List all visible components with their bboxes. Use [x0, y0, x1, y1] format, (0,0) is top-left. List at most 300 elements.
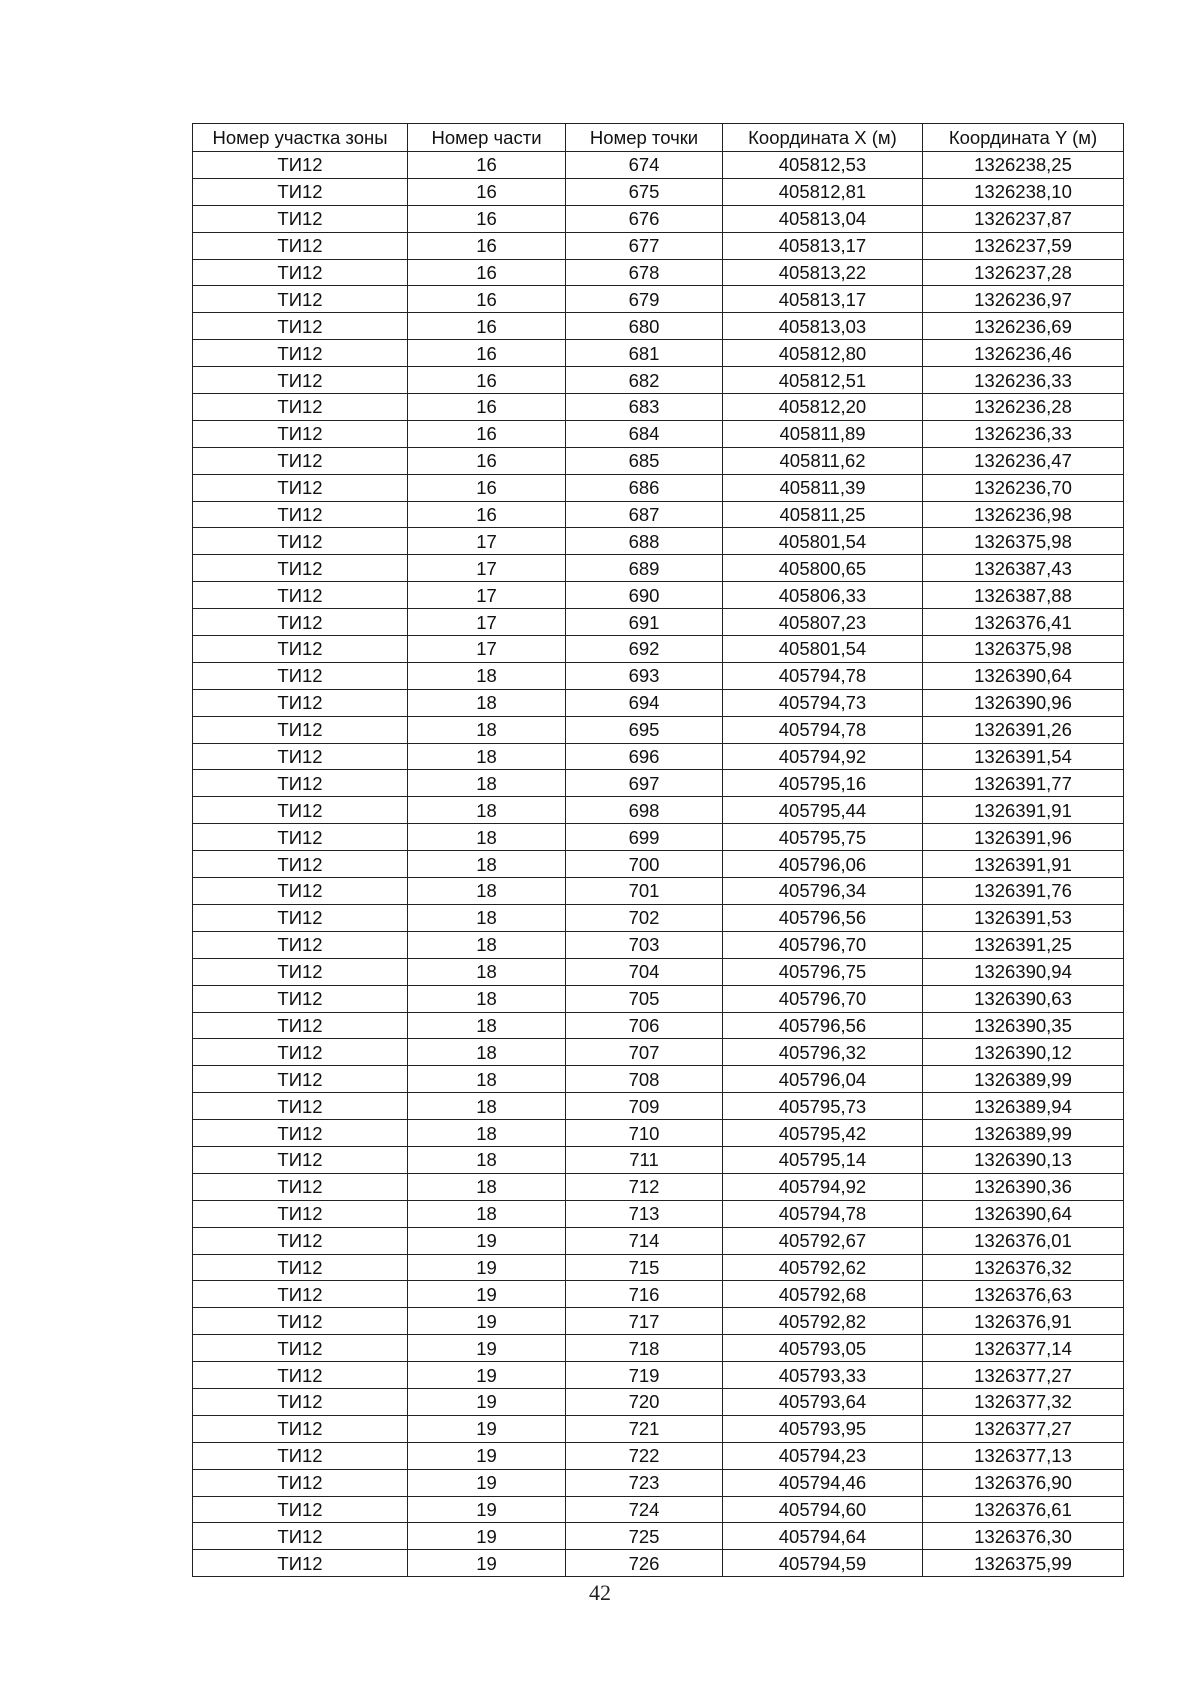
- cell-point-number: 715: [566, 1254, 723, 1281]
- cell-coordinate-x: 405796,56: [723, 904, 923, 931]
- cell-coordinate-x: 405794,60: [723, 1496, 923, 1523]
- cell-zone-section: ТИ12: [193, 716, 408, 743]
- cell-coordinate-x: 405794,78: [723, 716, 923, 743]
- cell-point-number: 708: [566, 1066, 723, 1093]
- header-part-number: Номер части: [408, 124, 566, 152]
- cell-part-number: 17: [408, 636, 566, 663]
- cell-coordinate-y: 1326391,53: [923, 904, 1124, 931]
- cell-part-number: 16: [408, 367, 566, 394]
- cell-zone-section: ТИ12: [193, 340, 408, 367]
- cell-coordinate-x: 405795,75: [723, 824, 923, 851]
- cell-part-number: 19: [408, 1523, 566, 1550]
- cell-zone-section: ТИ12: [193, 1496, 408, 1523]
- cell-coordinate-y: 1326390,63: [923, 985, 1124, 1012]
- cell-coordinate-x: 405812,53: [723, 152, 923, 179]
- table-row: [193, 662, 1124, 689]
- cell-coordinate-y: 1326387,43: [923, 555, 1124, 582]
- cell-zone-section: ТИ12: [193, 1039, 408, 1066]
- cell-coordinate-x: 405794,46: [723, 1469, 923, 1496]
- cell-coordinate-y: 1326377,27: [923, 1362, 1124, 1389]
- cell-zone-section: ТИ12: [193, 420, 408, 447]
- cell-part-number: 18: [408, 1093, 566, 1120]
- cell-coordinate-x: 405796,75: [723, 958, 923, 985]
- cell-zone-section: ТИ12: [193, 152, 408, 179]
- cell-coordinate-x: 405794,78: [723, 662, 923, 689]
- table-row: [193, 1308, 1124, 1335]
- table-row: [193, 582, 1124, 609]
- cell-part-number: 18: [408, 878, 566, 905]
- cell-coordinate-y: 1326390,96: [923, 689, 1124, 716]
- cell-part-number: 18: [408, 931, 566, 958]
- cell-coordinate-y: 1326389,94: [923, 1093, 1124, 1120]
- table-body: [193, 152, 1124, 1577]
- cell-coordinate-y: 1326390,64: [923, 662, 1124, 689]
- cell-point-number: 702: [566, 904, 723, 931]
- cell-coordinate-y: 1326238,10: [923, 178, 1124, 205]
- cell-coordinate-x: 405813,17: [723, 232, 923, 259]
- table-row: [193, 1550, 1124, 1577]
- cell-zone-section: ТИ12: [193, 232, 408, 259]
- cell-coordinate-x: 405812,81: [723, 178, 923, 205]
- table-row: [193, 1066, 1124, 1093]
- cell-zone-section: ТИ12: [193, 205, 408, 232]
- cell-coordinate-y: 1326377,27: [923, 1415, 1124, 1442]
- table-row: [193, 1388, 1124, 1415]
- cell-zone-section: ТИ12: [193, 609, 408, 636]
- cell-coordinate-x: 405794,23: [723, 1442, 923, 1469]
- cell-point-number: 710: [566, 1120, 723, 1147]
- cell-point-number: 701: [566, 878, 723, 905]
- table-row: [193, 770, 1124, 797]
- cell-point-number: 697: [566, 770, 723, 797]
- cell-point-number: 690: [566, 582, 723, 609]
- cell-zone-section: ТИ12: [193, 662, 408, 689]
- cell-zone-section: ТИ12: [193, 1335, 408, 1362]
- cell-part-number: 18: [408, 958, 566, 985]
- cell-zone-section: ТИ12: [193, 1469, 408, 1496]
- cell-part-number: 16: [408, 313, 566, 340]
- cell-coordinate-x: 405794,59: [723, 1550, 923, 1577]
- cell-zone-section: ТИ12: [193, 528, 408, 555]
- cell-part-number: 16: [408, 420, 566, 447]
- table-row: [193, 1200, 1124, 1227]
- cell-zone-section: ТИ12: [193, 743, 408, 770]
- cell-point-number: 689: [566, 555, 723, 582]
- cell-point-number: 680: [566, 313, 723, 340]
- table-row: [193, 205, 1124, 232]
- cell-zone-section: ТИ12: [193, 1362, 408, 1389]
- cell-part-number: 19: [408, 1254, 566, 1281]
- table-row: [193, 232, 1124, 259]
- cell-coordinate-y: 1326236,97: [923, 286, 1124, 313]
- cell-coordinate-x: 405812,20: [723, 394, 923, 421]
- cell-part-number: 19: [408, 1227, 566, 1254]
- table-row: [193, 824, 1124, 851]
- table-row: [193, 555, 1124, 582]
- table-row: [193, 1146, 1124, 1173]
- cell-part-number: 19: [408, 1362, 566, 1389]
- cell-part-number: 16: [408, 447, 566, 474]
- cell-point-number: 675: [566, 178, 723, 205]
- cell-point-number: 720: [566, 1388, 723, 1415]
- table-row: [193, 1442, 1124, 1469]
- cell-part-number: 19: [408, 1550, 566, 1577]
- cell-coordinate-x: 405812,51: [723, 367, 923, 394]
- cell-coordinate-x: 405813,03: [723, 313, 923, 340]
- cell-point-number: 678: [566, 259, 723, 286]
- cell-zone-section: ТИ12: [193, 178, 408, 205]
- cell-coordinate-y: 1326376,41: [923, 609, 1124, 636]
- table-row: [193, 1093, 1124, 1120]
- cell-zone-section: ТИ12: [193, 636, 408, 663]
- cell-zone-section: ТИ12: [193, 1442, 408, 1469]
- cell-coordinate-x: 405795,16: [723, 770, 923, 797]
- cell-part-number: 19: [408, 1469, 566, 1496]
- cell-coordinate-y: 1326236,47: [923, 447, 1124, 474]
- cell-point-number: 704: [566, 958, 723, 985]
- table-row: [193, 394, 1124, 421]
- table-row: [193, 1227, 1124, 1254]
- table-row: [193, 1523, 1124, 1550]
- cell-coordinate-y: 1326390,64: [923, 1200, 1124, 1227]
- table-row: [193, 716, 1124, 743]
- cell-zone-section: ТИ12: [193, 824, 408, 851]
- cell-point-number: 684: [566, 420, 723, 447]
- table-row: [193, 313, 1124, 340]
- cell-point-number: 694: [566, 689, 723, 716]
- cell-point-number: 709: [566, 1093, 723, 1120]
- cell-zone-section: ТИ12: [193, 1012, 408, 1039]
- cell-coordinate-x: 405795,14: [723, 1146, 923, 1173]
- cell-part-number: 18: [408, 662, 566, 689]
- table-row: [193, 904, 1124, 931]
- cell-coordinate-y: 1326389,99: [923, 1066, 1124, 1093]
- cell-coordinate-y: 1326236,33: [923, 367, 1124, 394]
- cell-part-number: 19: [408, 1281, 566, 1308]
- cell-part-number: 16: [408, 178, 566, 205]
- cell-coordinate-y: 1326377,14: [923, 1335, 1124, 1362]
- table-row: [193, 152, 1124, 179]
- cell-coordinate-y: 1326236,69: [923, 313, 1124, 340]
- cell-coordinate-x: 405793,05: [723, 1335, 923, 1362]
- cell-zone-section: ТИ12: [193, 1281, 408, 1308]
- cell-coordinate-x: 405793,64: [723, 1388, 923, 1415]
- cell-zone-section: ТИ12: [193, 1523, 408, 1550]
- cell-part-number: 17: [408, 555, 566, 582]
- cell-zone-section: ТИ12: [193, 313, 408, 340]
- cell-coordinate-y: 1326237,87: [923, 205, 1124, 232]
- cell-point-number: 707: [566, 1039, 723, 1066]
- cell-zone-section: ТИ12: [193, 1120, 408, 1147]
- cell-coordinate-x: 405796,34: [723, 878, 923, 905]
- cell-part-number: 16: [408, 259, 566, 286]
- cell-coordinate-x: 405796,06: [723, 851, 923, 878]
- cell-coordinate-y: 1326391,96: [923, 824, 1124, 851]
- cell-coordinate-y: 1326391,77: [923, 770, 1124, 797]
- cell-coordinate-x: 405813,17: [723, 286, 923, 313]
- cell-coordinate-x: 405796,70: [723, 931, 923, 958]
- cell-point-number: 688: [566, 528, 723, 555]
- cell-coordinate-x: 405801,54: [723, 528, 923, 555]
- cell-part-number: 19: [408, 1442, 566, 1469]
- table-row: [193, 1469, 1124, 1496]
- cell-part-number: 18: [408, 1173, 566, 1200]
- cell-part-number: 16: [408, 501, 566, 528]
- cell-coordinate-y: 1326376,32: [923, 1254, 1124, 1281]
- table-row: [193, 178, 1124, 205]
- table-row: [193, 1335, 1124, 1362]
- cell-coordinate-y: 1326236,70: [923, 474, 1124, 501]
- cell-point-number: 685: [566, 447, 723, 474]
- cell-point-number: 695: [566, 716, 723, 743]
- header-coordinate-y: Координата Y (м): [923, 124, 1124, 152]
- cell-point-number: 700: [566, 851, 723, 878]
- cell-point-number: 674: [566, 152, 723, 179]
- cell-coordinate-y: 1326375,98: [923, 528, 1124, 555]
- cell-point-number: 722: [566, 1442, 723, 1469]
- table-row: [193, 501, 1124, 528]
- cell-point-number: 677: [566, 232, 723, 259]
- table-row: [193, 367, 1124, 394]
- cell-part-number: 17: [408, 609, 566, 636]
- cell-zone-section: ТИ12: [193, 851, 408, 878]
- cell-coordinate-y: 1326377,13: [923, 1442, 1124, 1469]
- cell-point-number: 682: [566, 367, 723, 394]
- table-row: [193, 447, 1124, 474]
- table-row: [193, 1254, 1124, 1281]
- cell-coordinate-x: 405796,70: [723, 985, 923, 1012]
- cell-point-number: 699: [566, 824, 723, 851]
- coordinates-table: [192, 123, 1124, 1577]
- cell-zone-section: ТИ12: [193, 367, 408, 394]
- cell-coordinate-y: 1326391,26: [923, 716, 1124, 743]
- table-row: [193, 1039, 1124, 1066]
- cell-coordinate-x: 405813,04: [723, 205, 923, 232]
- cell-zone-section: ТИ12: [193, 1066, 408, 1093]
- cell-coordinate-y: 1326236,46: [923, 340, 1124, 367]
- cell-coordinate-y: 1326377,32: [923, 1388, 1124, 1415]
- cell-part-number: 19: [408, 1308, 566, 1335]
- cell-zone-section: ТИ12: [193, 958, 408, 985]
- table-row: [193, 636, 1124, 663]
- cell-coordinate-y: 1326376,90: [923, 1469, 1124, 1496]
- cell-zone-section: ТИ12: [193, 582, 408, 609]
- cell-zone-section: ТИ12: [193, 447, 408, 474]
- cell-zone-section: ТИ12: [193, 985, 408, 1012]
- table-row: [193, 797, 1124, 824]
- cell-part-number: 16: [408, 474, 566, 501]
- cell-coordinate-y: 1326390,36: [923, 1173, 1124, 1200]
- cell-part-number: 18: [408, 743, 566, 770]
- cell-point-number: 698: [566, 797, 723, 824]
- cell-coordinate-x: 405796,32: [723, 1039, 923, 1066]
- table-row: [193, 286, 1124, 313]
- cell-coordinate-x: 405793,33: [723, 1362, 923, 1389]
- cell-zone-section: ТИ12: [193, 770, 408, 797]
- cell-zone-section: ТИ12: [193, 931, 408, 958]
- cell-zone-section: ТИ12: [193, 474, 408, 501]
- cell-coordinate-y: 1326391,54: [923, 743, 1124, 770]
- cell-coordinate-x: 405794,73: [723, 689, 923, 716]
- page-number: 42: [589, 1580, 611, 1605]
- cell-part-number: 18: [408, 1066, 566, 1093]
- cell-zone-section: ТИ12: [193, 1227, 408, 1254]
- cell-zone-section: ТИ12: [193, 878, 408, 905]
- cell-coordinate-x: 405806,33: [723, 582, 923, 609]
- cell-coordinate-y: 1326387,88: [923, 582, 1124, 609]
- table-row: [193, 609, 1124, 636]
- cell-coordinate-x: 405811,89: [723, 420, 923, 447]
- cell-zone-section: ТИ12: [193, 259, 408, 286]
- cell-point-number: 681: [566, 340, 723, 367]
- cell-zone-section: ТИ12: [193, 555, 408, 582]
- cell-zone-section: ТИ12: [193, 1146, 408, 1173]
- table-row: [193, 1281, 1124, 1308]
- cell-zone-section: ТИ12: [193, 1550, 408, 1577]
- cell-coordinate-x: 405792,62: [723, 1254, 923, 1281]
- table-row: [193, 259, 1124, 286]
- table-row: [193, 985, 1124, 1012]
- table-row: [193, 1173, 1124, 1200]
- cell-point-number: 706: [566, 1012, 723, 1039]
- cell-part-number: 18: [408, 1200, 566, 1227]
- header-zone-section: Номер участка зоны: [193, 124, 408, 152]
- cell-coordinate-x: 405796,04: [723, 1066, 923, 1093]
- cell-coordinate-y: 1326390,12: [923, 1039, 1124, 1066]
- cell-part-number: 18: [408, 716, 566, 743]
- cell-coordinate-x: 405795,44: [723, 797, 923, 824]
- table-row: [193, 528, 1124, 555]
- table-row: [193, 340, 1124, 367]
- cell-coordinate-y: 1326391,76: [923, 878, 1124, 905]
- cell-part-number: 18: [408, 1120, 566, 1147]
- cell-zone-section: ТИ12: [193, 1093, 408, 1120]
- cell-coordinate-y: 1326236,98: [923, 501, 1124, 528]
- header-point-number: Номер точки: [566, 124, 723, 152]
- cell-point-number: 723: [566, 1469, 723, 1496]
- table-row: [193, 1012, 1124, 1039]
- cell-coordinate-x: 405792,82: [723, 1308, 923, 1335]
- header-coordinate-x: Координата X (м): [723, 124, 923, 152]
- table-row: [193, 689, 1124, 716]
- cell-point-number: 716: [566, 1281, 723, 1308]
- cell-part-number: 18: [408, 1039, 566, 1066]
- cell-point-number: 711: [566, 1146, 723, 1173]
- cell-point-number: 718: [566, 1335, 723, 1362]
- table-row: [193, 1496, 1124, 1523]
- table-header: [193, 124, 1124, 152]
- cell-point-number: 717: [566, 1308, 723, 1335]
- cell-coordinate-x: 405811,39: [723, 474, 923, 501]
- cell-point-number: 691: [566, 609, 723, 636]
- cell-part-number: 19: [408, 1388, 566, 1415]
- cell-part-number: 18: [408, 1146, 566, 1173]
- cell-coordinate-x: 405794,92: [723, 1173, 923, 1200]
- cell-coordinate-x: 405795,42: [723, 1120, 923, 1147]
- cell-coordinate-y: 1326237,59: [923, 232, 1124, 259]
- cell-coordinate-y: 1326390,94: [923, 958, 1124, 985]
- cell-coordinate-y: 1326390,13: [923, 1146, 1124, 1173]
- cell-coordinate-y: 1326389,99: [923, 1120, 1124, 1147]
- cell-point-number: 676: [566, 205, 723, 232]
- table-row: [193, 420, 1124, 447]
- cell-point-number: 705: [566, 985, 723, 1012]
- cell-part-number: 16: [408, 340, 566, 367]
- table-row: [193, 958, 1124, 985]
- cell-point-number: 692: [566, 636, 723, 663]
- cell-coordinate-y: 1326375,99: [923, 1550, 1124, 1577]
- cell-point-number: 687: [566, 501, 723, 528]
- cell-coordinate-y: 1326236,28: [923, 394, 1124, 421]
- cell-part-number: 18: [408, 904, 566, 931]
- cell-point-number: 714: [566, 1227, 723, 1254]
- cell-part-number: 17: [408, 528, 566, 555]
- cell-point-number: 696: [566, 743, 723, 770]
- cell-part-number: 19: [408, 1496, 566, 1523]
- cell-part-number: 18: [408, 689, 566, 716]
- cell-coordinate-x: 405812,80: [723, 340, 923, 367]
- cell-zone-section: ТИ12: [193, 394, 408, 421]
- cell-coordinate-y: 1326376,61: [923, 1496, 1124, 1523]
- cell-coordinate-y: 1326376,91: [923, 1308, 1124, 1335]
- cell-coordinate-y: 1326391,91: [923, 797, 1124, 824]
- cell-point-number: 686: [566, 474, 723, 501]
- cell-zone-section: ТИ12: [193, 689, 408, 716]
- cell-coordinate-y: 1326391,91: [923, 851, 1124, 878]
- table-row: [193, 1120, 1124, 1147]
- cell-coordinate-y: 1326237,28: [923, 259, 1124, 286]
- cell-part-number: 18: [408, 1012, 566, 1039]
- cell-point-number: 683: [566, 394, 723, 421]
- table-row: [193, 1362, 1124, 1389]
- cell-point-number: 719: [566, 1362, 723, 1389]
- table-row: [193, 474, 1124, 501]
- cell-coordinate-y: 1326238,25: [923, 152, 1124, 179]
- cell-coordinate-y: 1326375,98: [923, 636, 1124, 663]
- cell-coordinate-x: 405811,25: [723, 501, 923, 528]
- cell-coordinate-x: 405794,78: [723, 1200, 923, 1227]
- cell-part-number: 19: [408, 1335, 566, 1362]
- cell-zone-section: ТИ12: [193, 1388, 408, 1415]
- cell-part-number: 16: [408, 205, 566, 232]
- cell-coordinate-y: 1326391,25: [923, 931, 1124, 958]
- cell-coordinate-x: 405792,68: [723, 1281, 923, 1308]
- cell-coordinate-y: 1326376,63: [923, 1281, 1124, 1308]
- cell-point-number: 725: [566, 1523, 723, 1550]
- cell-coordinate-x: 405794,92: [723, 743, 923, 770]
- cell-point-number: 726: [566, 1550, 723, 1577]
- cell-part-number: 16: [408, 286, 566, 313]
- cell-coordinate-x: 405807,23: [723, 609, 923, 636]
- cell-point-number: 693: [566, 662, 723, 689]
- cell-coordinate-y: 1326236,33: [923, 420, 1124, 447]
- cell-zone-section: ТИ12: [193, 1254, 408, 1281]
- cell-coordinate-y: 1326390,35: [923, 1012, 1124, 1039]
- cell-coordinate-x: 405811,62: [723, 447, 923, 474]
- cell-coordinate-x: 405792,67: [723, 1227, 923, 1254]
- cell-part-number: 18: [408, 824, 566, 851]
- cell-part-number: 17: [408, 582, 566, 609]
- table-row: [193, 931, 1124, 958]
- cell-point-number: 721: [566, 1415, 723, 1442]
- cell-point-number: 724: [566, 1496, 723, 1523]
- cell-part-number: 16: [408, 232, 566, 259]
- table-row: [193, 878, 1124, 905]
- cell-part-number: 16: [408, 394, 566, 421]
- header-row: [193, 124, 1124, 152]
- cell-point-number: 703: [566, 931, 723, 958]
- cell-part-number: 16: [408, 152, 566, 179]
